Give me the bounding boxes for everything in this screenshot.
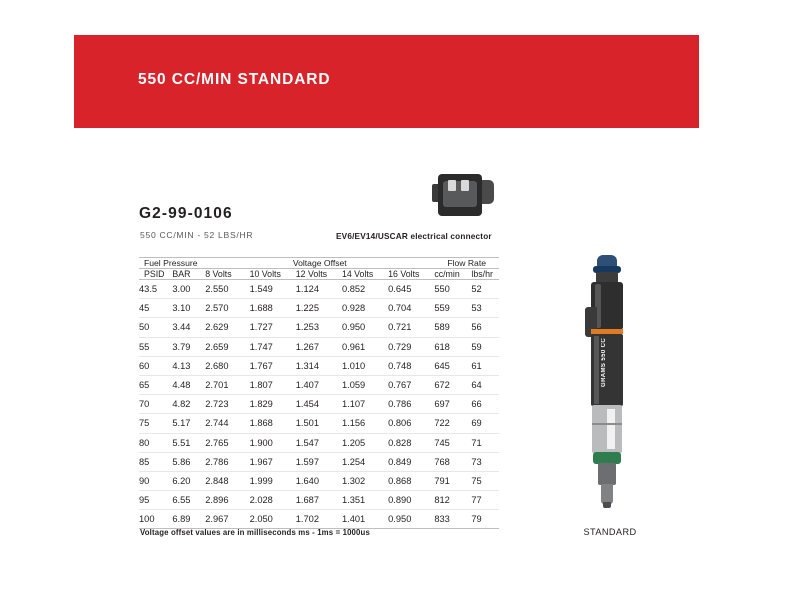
- table-row: [139, 433, 499, 452]
- cell-14v: 0.928: [342, 299, 388, 318]
- cell-bar: 3.79: [172, 337, 205, 356]
- cell-16v: 0.748: [388, 356, 434, 375]
- cell-14v: 1.205: [342, 433, 388, 452]
- cell-lbshr: 56: [471, 318, 499, 337]
- cell-ccmin: 812: [434, 491, 471, 510]
- cell-16v: 0.645: [388, 280, 434, 299]
- cell-12v: 1.702: [296, 510, 342, 529]
- cell-8v: 2.723: [205, 395, 249, 414]
- cell-10v: 1.549: [250, 280, 296, 299]
- cell-8v: 2.786: [205, 452, 249, 471]
- part-number: G2-99-0106: [139, 205, 233, 222]
- table-group-header-row: [139, 258, 499, 269]
- cell-12v: 1.225: [296, 299, 342, 318]
- injector-icon: [585, 255, 629, 520]
- table-row: [139, 452, 499, 471]
- cell-psid: 43.5: [139, 280, 172, 299]
- column-header-14-volts: 14 Volts: [342, 269, 388, 280]
- injector-nozzle: [603, 502, 611, 508]
- column-header-ccmin: cc/min: [434, 269, 471, 280]
- cell-16v: 0.890: [388, 491, 434, 510]
- cell-lbshr: 64: [471, 375, 499, 394]
- cell-10v: 1.900: [250, 433, 296, 452]
- injector-white-label: [607, 409, 615, 449]
- table-row: [139, 395, 499, 414]
- cell-lbshr: 69: [471, 414, 499, 433]
- cell-8v: 2.570: [205, 299, 249, 318]
- group-header-fuel-pressure: Fuel Pressure: [139, 258, 205, 269]
- cell-8v: 2.967: [205, 510, 249, 529]
- flow-data-table: [139, 257, 499, 529]
- cell-lbshr: 61: [471, 356, 499, 375]
- cell-ccmin: 645: [434, 356, 471, 375]
- cell-10v: 2.028: [250, 491, 296, 510]
- cell-12v: 1.124: [296, 280, 342, 299]
- cell-16v: 0.704: [388, 299, 434, 318]
- cell-12v: 1.501: [296, 414, 342, 433]
- cell-bar: 6.20: [172, 471, 205, 490]
- column-header-8-volts: 8 Volts: [205, 269, 249, 280]
- injector-grey-line: [592, 423, 622, 425]
- cell-14v: 1.010: [342, 356, 388, 375]
- cell-psid: 65: [139, 375, 172, 394]
- injector-illustration: [540, 255, 700, 545]
- cell-ccmin: 768: [434, 452, 471, 471]
- injector-tip-lower: [601, 484, 613, 504]
- cell-ccmin: 697: [434, 395, 471, 414]
- cell-psid: 70: [139, 395, 172, 414]
- cell-14v: 0.852: [342, 280, 388, 299]
- cell-lbshr: 71: [471, 433, 499, 452]
- table-footnote: Voltage offset values are in milliseconds ms - 1ms = 1000us: [140, 528, 370, 537]
- cell-ccmin: 618: [434, 337, 471, 356]
- cell-lbshr: 73: [471, 452, 499, 471]
- cell-ccmin: 745: [434, 433, 471, 452]
- connector-label: EV6/EV14/USCAR electrical connector: [336, 232, 492, 241]
- table-row: [139, 414, 499, 433]
- cell-10v: 1.967: [250, 452, 296, 471]
- cell-psid: 55: [139, 337, 172, 356]
- injector-body-highlight: [594, 336, 599, 404]
- column-header-12-volts: 12 Volts: [296, 269, 342, 280]
- table-row: [139, 299, 499, 318]
- injector-caption: STANDARD: [583, 527, 637, 537]
- cell-10v: 1.688: [250, 299, 296, 318]
- cell-8v: 2.896: [205, 491, 249, 510]
- cell-16v: 0.828: [388, 433, 434, 452]
- cell-12v: 1.597: [296, 452, 342, 471]
- cell-14v: 1.351: [342, 491, 388, 510]
- connector-pin-1: [448, 180, 456, 191]
- table-row: [139, 318, 499, 337]
- cell-12v: 1.267: [296, 337, 342, 356]
- cell-16v: 0.950: [388, 510, 434, 529]
- cell-16v: 0.786: [388, 395, 434, 414]
- cell-bar: 3.10: [172, 299, 205, 318]
- cell-bar: 6.55: [172, 491, 205, 510]
- table-row: [139, 471, 499, 490]
- group-header-flow-rate: Flow Rate: [434, 258, 499, 269]
- cell-psid: 80: [139, 433, 172, 452]
- cell-bar: 5.17: [172, 414, 205, 433]
- cell-14v: 1.254: [342, 452, 388, 471]
- column-header-lbshr: lbs/hr: [471, 269, 499, 280]
- cell-8v: 2.550: [205, 280, 249, 299]
- cell-bar: 5.51: [172, 433, 205, 452]
- cell-14v: 0.961: [342, 337, 388, 356]
- cell-lbshr: 75: [471, 471, 499, 490]
- cell-12v: 1.314: [296, 356, 342, 375]
- cell-8v: 2.680: [205, 356, 249, 375]
- cell-16v: 0.729: [388, 337, 434, 356]
- cell-bar: 4.82: [172, 395, 205, 414]
- cell-12v: 1.547: [296, 433, 342, 452]
- cell-16v: 0.806: [388, 414, 434, 433]
- column-header-16-volts: 16 Volts: [388, 269, 434, 280]
- cell-14v: 1.302: [342, 471, 388, 490]
- header-banner: [74, 35, 699, 128]
- injector-brand-label: GRAMS 550 CC: [601, 337, 607, 387]
- cell-10v: 1.747: [250, 337, 296, 356]
- part-subtitle: 550 CC/MIN - 52 LBS/HR: [140, 230, 254, 240]
- cell-psid: 90: [139, 471, 172, 490]
- column-header-10-volts: 10 Volts: [250, 269, 296, 280]
- connector-icon: [432, 172, 494, 218]
- cell-14v: 1.107: [342, 395, 388, 414]
- cell-16v: 0.767: [388, 375, 434, 394]
- cell-psid: 85: [139, 452, 172, 471]
- cell-lbshr: 66: [471, 395, 499, 414]
- table-row: [139, 280, 499, 299]
- cell-lbshr: 77: [471, 491, 499, 510]
- cell-14v: 1.156: [342, 414, 388, 433]
- cell-lbshr: 53: [471, 299, 499, 318]
- table-row: [139, 491, 499, 510]
- cell-12v: 1.640: [296, 471, 342, 490]
- cell-ccmin: 559: [434, 299, 471, 318]
- cell-ccmin: 833: [434, 510, 471, 529]
- table-row: [139, 337, 499, 356]
- cell-16v: 0.721: [388, 318, 434, 337]
- column-header-psid: PSID: [139, 269, 172, 280]
- cell-12v: 1.687: [296, 491, 342, 510]
- page-title: 550 CC/MIN STANDARD: [138, 71, 331, 88]
- cell-10v: 1.829: [250, 395, 296, 414]
- cell-bar: 6.89: [172, 510, 205, 529]
- cell-10v: 1.767: [250, 356, 296, 375]
- cell-psid: 75: [139, 414, 172, 433]
- group-header-voltage-offset: Voltage Offset: [205, 258, 434, 269]
- cell-8v: 2.659: [205, 337, 249, 356]
- cell-12v: 1.253: [296, 318, 342, 337]
- table-row: [139, 375, 499, 394]
- table-column-header-row: [139, 269, 499, 280]
- cell-ccmin: 589: [434, 318, 471, 337]
- table-row: [139, 356, 499, 375]
- cell-14v: 0.950: [342, 318, 388, 337]
- column-header-bar: BAR: [172, 269, 205, 280]
- cell-14v: 1.401: [342, 510, 388, 529]
- cell-16v: 0.868: [388, 471, 434, 490]
- cell-bar: 4.13: [172, 356, 205, 375]
- cell-16v: 0.849: [388, 452, 434, 471]
- cell-12v: 1.407: [296, 375, 342, 394]
- cell-8v: 2.701: [205, 375, 249, 394]
- cell-12v: 1.454: [296, 395, 342, 414]
- cell-8v: 2.848: [205, 471, 249, 490]
- cell-psid: 60: [139, 356, 172, 375]
- cell-10v: 1.868: [250, 414, 296, 433]
- cell-10v: 1.727: [250, 318, 296, 337]
- cell-ccmin: 672: [434, 375, 471, 394]
- injector-tip-upper: [598, 463, 616, 485]
- cell-psid: 50: [139, 318, 172, 337]
- cell-ccmin: 791: [434, 471, 471, 490]
- table-row: [139, 510, 499, 529]
- cell-8v: 2.629: [205, 318, 249, 337]
- cell-ccmin: 722: [434, 414, 471, 433]
- cell-10v: 2.050: [250, 510, 296, 529]
- cell-10v: 1.807: [250, 375, 296, 394]
- cell-psid: 45: [139, 299, 172, 318]
- cell-lbshr: 52: [471, 280, 499, 299]
- cell-14v: 1.059: [342, 375, 388, 394]
- cell-bar: 3.44: [172, 318, 205, 337]
- cell-10v: 1.999: [250, 471, 296, 490]
- cell-bar: 4.48: [172, 375, 205, 394]
- cell-bar: 5.86: [172, 452, 205, 471]
- cell-psid: 100: [139, 510, 172, 529]
- cell-psid: 95: [139, 491, 172, 510]
- cell-lbshr: 59: [471, 337, 499, 356]
- cell-8v: 2.765: [205, 433, 249, 452]
- cell-8v: 2.744: [205, 414, 249, 433]
- connector-pin-2: [461, 180, 469, 191]
- cell-ccmin: 550: [434, 280, 471, 299]
- cell-bar: 3.00: [172, 280, 205, 299]
- cell-lbshr: 79: [471, 510, 499, 529]
